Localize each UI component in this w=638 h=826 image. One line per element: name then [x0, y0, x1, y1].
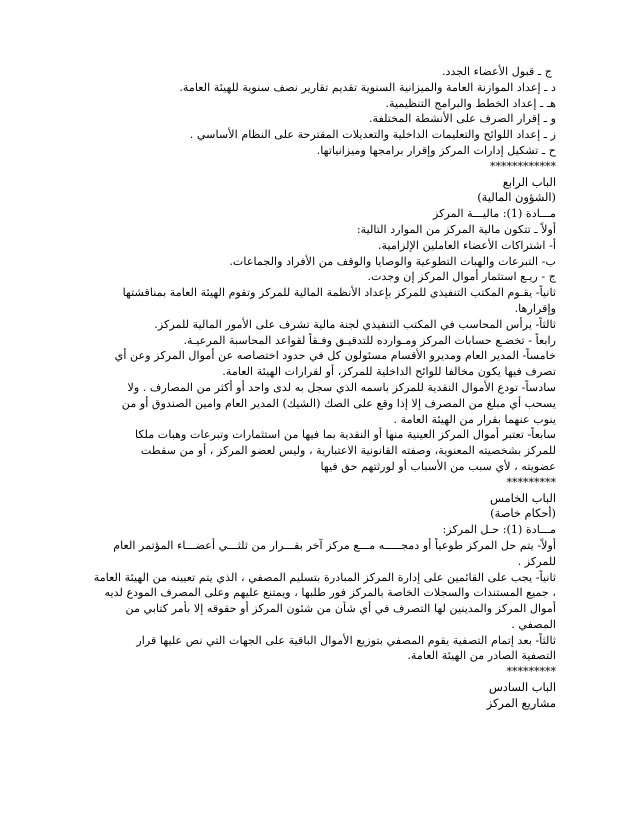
- text-line: ح ـ تشكيل إدارات المركز وإقرار برامجها وميزانياتها.: [316, 143, 556, 157]
- article-heading: مـــادة (1): ماليـــة المركز: [432, 207, 556, 221]
- text-line: عضويته ، لأي سبب من الأسباب أو لورثتهم حق فيها: [320, 459, 556, 473]
- text-line: ز ـ إعداد اللوائح والتعليمات الداخلية والتعديلات المقترحة على النظام الأساسي .: [189, 128, 556, 142]
- chapter-title: الباب السادس: [488, 680, 556, 695]
- text-line: أ- اشتراكات الأعضاء العاملين الإلزامية.: [377, 238, 556, 252]
- section-separator: *********: [506, 475, 556, 489]
- text-line: و ـ إقرار الصرف على الأنشطة المختلفة.: [368, 112, 556, 126]
- text-line: خامساً- المدير العام ومديرو الأقسام مسئولون كل في حدود اختصاصه عن أموال المركز وعن أي: [114, 349, 556, 363]
- text-line: المصفي .: [511, 617, 556, 631]
- text-line: أموال المركز والمدينين لها التصرف في أي شأن من شئون المركز أو حقوقه إلا بأمر كتابي من: [125, 602, 556, 616]
- text-line: ثالثاً- يرأس المحاسب في المكتب التنفيذي لجنة مالية تشرف على الأمور المالية للمركز.: [154, 317, 556, 331]
- text-line: ثانياً- يجب على القائمين على إدارة المركز المبادرة بتسليم المصفي ، الذي يتم تعيينه من الهيئة العامة: [93, 570, 556, 584]
- text-line: للمركز بشخصيته المعنوية، وصفته القانونية الاعتبارية ، وليس لعضو المركز ، أو من سقطت: [140, 444, 556, 458]
- chapter-title: الباب الخامس: [490, 490, 556, 505]
- text-line: يسحب أي مبلغ من المصرف إلا إذا وقع على الصك (الشيك) المدير العام وامين الصندوق أو من: [121, 396, 556, 410]
- text-line: ينوب عنهما بقرار من الهيئة العامة .: [393, 412, 556, 426]
- text-line: للمركز .: [517, 554, 556, 568]
- chapter-subtitle: مشاريع المركز: [486, 695, 556, 710]
- text-line: د ـ إعداد الموازنة العامة والميزانية السنوية تقديم تقارير نصف سنوية للهيئة العامة.: [179, 80, 556, 94]
- text-line: ج - ريـع استثمار أموال المركز إن وجدت.: [367, 270, 556, 284]
- text-line: وإقرارها.: [514, 301, 556, 315]
- text-line: أولاً ـ تتكون مالية المركز من الموارد التالية:: [356, 222, 556, 236]
- text-line: رابعاً - تخضـع حسابات المركز ومـوارده للتدقيـق وفـقاً لقواعد المحاسبة المرعيـة.: [183, 333, 556, 347]
- text-line: ، جميع المستندات والسجلات الخاصة بالمركز فور طلبها ، ويمتنع عليهم وعلى المصرف المودع لديه: [104, 586, 556, 600]
- text-line: ثانياً- يقـوم المكتب التنفيذي للمركز بإعداد الأنظمة المالية للمركز وتقوم الهيئة العامة بمناقشتها: [122, 286, 556, 300]
- text-line: ثالثاً- بعد إتمام التصفية يقوم المصفي بتوزيع الأموال الباقية على الجهات التي نص عليها قرار: [136, 633, 556, 647]
- text-line: تصرف فيها يكون مخالفا للوائح الداخلية للمركز، أو لقرارات الهيئة العامة.: [222, 365, 556, 379]
- section-separator: ************: [490, 159, 556, 173]
- text-line: التصفية الصادر من الهيئة العامة.: [407, 649, 556, 663]
- section-separator: *********: [506, 665, 556, 679]
- chapter-subtitle: (أحكام خاصة): [490, 506, 556, 521]
- text-line: سادساً- تودع الأموال النقدية للمركز باسمه الذي سجل به لدى واحد أو أكثر من المصارف . ولا: [127, 380, 556, 394]
- chapter-title: الباب الرابع: [502, 174, 556, 189]
- text-line: ج ـ قبول الأعضاء الجدد.: [441, 65, 552, 78]
- chapter-subtitle: (الشؤون المالية): [477, 190, 556, 205]
- article-heading: مـــادة (1): حـل المركز:: [442, 523, 556, 537]
- text-line: ب- التبرعات والهبات التطوعية والوصايا والوقف من الأفراد والجماعات.: [229, 254, 556, 268]
- text-line: سابعاً- تعتبر أموال المركز العينية منها أو النقدية بما فيها من استثمارات وتبرعات وهبات ملكا: [134, 428, 556, 442]
- text-line: هـ ـ إعداد الخطط والبرامج التنظيمية.: [385, 96, 556, 110]
- text-line: أولاً- يتم حل المركز طوعياً أو دمجـــــه مـــع مركز آخر بقـــرار من ثلثـــي أعضـــاء المؤتمر العام: [113, 538, 556, 552]
